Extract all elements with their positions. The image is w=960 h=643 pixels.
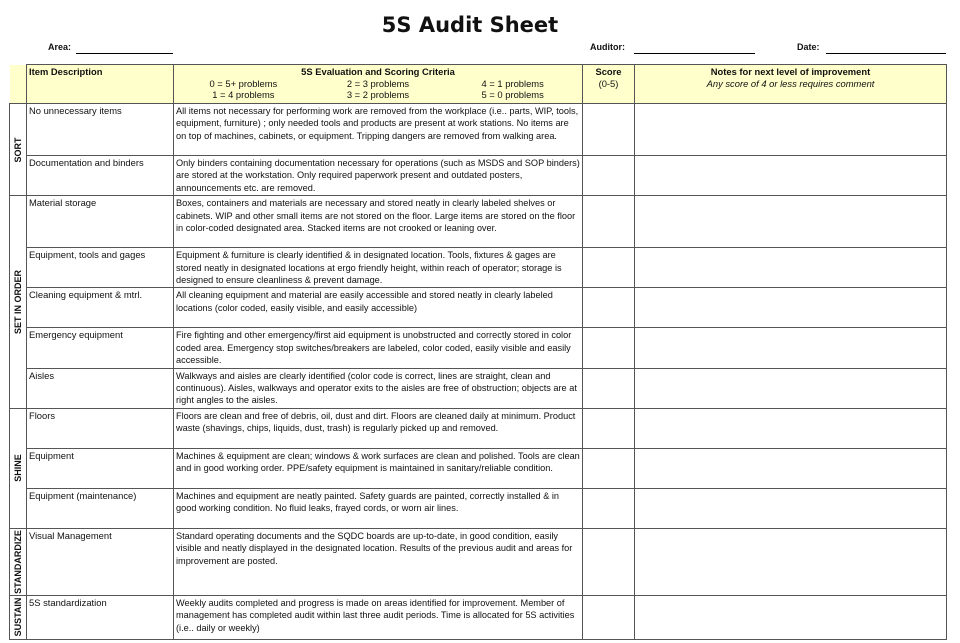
date-label: Date:	[797, 42, 820, 52]
criteria-cell: Floors are clean and free of debris, oil, dust and dirt. Floors are cleaned daily at minimum. Product waste (shavings, chips, liquids, dust, trash) is regularly picked up and removed.	[174, 408, 583, 448]
criteria-item: 2 = 3 problems	[346, 78, 410, 89]
criteria-cell: All cleaning equipment and material are easily accessible and stored neatly in clearly labeled locations (color coded, easily visible, and easily accessible)	[174, 288, 583, 328]
notes-header	[635, 65, 947, 104]
item-cell: Cleaning equipment & mtrl.	[27, 288, 174, 328]
criteria-cell: Walkways and aisles are clearly identified (color code is correct, lines are straight, clean and continuous). Aisles, walkways and operator exits to the aisles are free of obstruction; objects are at right angles to the aisles.	[174, 368, 583, 408]
notes-subtitle: Any score of 4 or less requires comment	[706, 78, 875, 89]
criteria-item: 3 = 2 problems	[346, 89, 410, 100]
criteria-cell: Machines and equipment are neatly painted. Safety guards are painted, correctly installed & in good working condition. No fluid leaks, frayed cords, or worn air lines.	[174, 488, 583, 528]
score-cell[interactable]	[583, 368, 635, 408]
item-cell: Floors	[27, 408, 174, 448]
notes-cell[interactable]	[635, 196, 947, 248]
item-cell: 5S standardization	[27, 595, 174, 639]
criteria-cell: Machines & equipment are clean; windows & work surfaces are clean and polished. Tools are clean and in good working order. PPE/safety equipment is maintained in sanitary/reliable condition.	[174, 448, 583, 488]
page-title: 5S Audit Sheet	[381, 13, 559, 37]
notes-cell[interactable]	[635, 368, 947, 408]
table-row	[10, 196, 947, 248]
score-cell[interactable]	[583, 528, 635, 595]
table-row	[10, 328, 947, 368]
item-cell: Emergency equipment	[27, 328, 174, 368]
criteria-cell: Equipment & furniture is clearly identified & in designated location. Tools, fixtures & gages are stored neatly in designated locations at ergo friendly height, within reach of operator; storage is designed to ensure cleanliness & prevent damage.	[174, 248, 583, 288]
table-header-row	[10, 65, 947, 104]
corner-cell	[10, 65, 27, 104]
notes-cell[interactable]	[635, 488, 947, 528]
item-cell: Equipment, tools and gages	[27, 248, 174, 288]
criteria-item: 5 = 0 problems	[481, 89, 544, 100]
item-description-header: Item Description	[27, 65, 174, 104]
table-row	[10, 488, 947, 528]
criteria-cell: Standard operating documents and the SQDC boards are up-to-date, in good condition, easily visible and neatly displayed in the designated location. Results of the previous audit and areas for improvement are posted.	[174, 528, 583, 595]
criteria-item: 1 = 4 problems	[212, 89, 275, 100]
item-cell: Aisles	[27, 368, 174, 408]
category-sustain	[10, 595, 27, 639]
category-label: SHINE	[13, 454, 23, 483]
category-sort	[10, 104, 27, 196]
auditor-label: Auditor:	[590, 42, 625, 52]
table-row	[10, 528, 947, 595]
criteria-item: 0 = 5+ problems	[209, 78, 278, 89]
criteria-cell: All items not necessary for performing work are removed from the workplace (i.e.. parts, WIP, tools, equipment, furniture) ; only needed tools and products are present at work stations. No items are on top of machines, cabinets, or equipment. Tripping dangers are removed from walking area.	[174, 104, 583, 156]
category-label: STANDARDIZE	[13, 529, 23, 594]
category-label: SET IN ORDER	[13, 270, 23, 335]
score-cell[interactable]	[583, 248, 635, 288]
notes-cell[interactable]	[635, 328, 947, 368]
table-row	[10, 368, 947, 408]
score-cell[interactable]	[583, 595, 635, 639]
score-cell[interactable]	[583, 288, 635, 328]
score-header	[583, 65, 635, 104]
auditor-field[interactable]	[634, 53, 755, 54]
category-standardize	[10, 528, 27, 595]
notes-title: Notes for next level of improvement	[710, 66, 871, 77]
notes-cell[interactable]	[635, 595, 947, 639]
audit-table	[9, 64, 947, 640]
date-field[interactable]	[826, 53, 946, 54]
criteria-grid	[176, 78, 580, 100]
score-cell[interactable]	[583, 196, 635, 248]
table-row	[10, 288, 947, 328]
table-row	[10, 448, 947, 488]
score-cell[interactable]	[583, 156, 635, 196]
notes-cell[interactable]	[635, 528, 947, 595]
category-label: SUSTAIN	[13, 597, 23, 637]
notes-cell[interactable]	[635, 104, 947, 156]
score-cell[interactable]	[583, 328, 635, 368]
table-row	[10, 156, 947, 196]
criteria-title: 5S Evaluation and Scoring Criteria	[301, 66, 455, 77]
score-title: Score	[595, 66, 622, 77]
notes-cell[interactable]	[635, 288, 947, 328]
score-cell[interactable]	[583, 448, 635, 488]
criteria-cell: Weekly audits completed and progress is made on areas identified for improvement. Member of management has completed audit within last three audit periods. Time is allocated for 5S activities (i.e.. daily or weekly)	[174, 595, 583, 639]
table-row	[10, 595, 947, 639]
notes-cell[interactable]	[635, 448, 947, 488]
notes-cell[interactable]	[635, 408, 947, 448]
area-field[interactable]	[76, 53, 173, 54]
score-range: (0-5)	[598, 78, 619, 89]
score-cell[interactable]	[583, 488, 635, 528]
notes-cell[interactable]	[635, 248, 947, 288]
criteria-cell: Fire fighting and other emergency/first aid equipment is unobstructed and correctly stored in color coded area. Emergency stop switches/breakers are labeled, color coded, easily visible and easily accessible.	[174, 328, 583, 368]
area-label: Area:	[48, 42, 72, 52]
score-cell[interactable]	[583, 104, 635, 156]
table-row	[10, 408, 947, 448]
category-shine	[10, 408, 27, 528]
item-cell: Equipment (maintenance)	[27, 488, 174, 528]
category-label: SORT	[13, 137, 23, 163]
item-cell: Visual Management	[27, 528, 174, 595]
criteria-item: 4 = 1 problems	[481, 78, 544, 89]
category-set-in-order	[10, 196, 27, 409]
table-row	[10, 104, 947, 156]
item-cell: Material storage	[27, 196, 174, 248]
score-cell[interactable]	[583, 408, 635, 448]
criteria-header	[174, 65, 583, 104]
item-cell: No unnecessary items	[27, 104, 174, 156]
criteria-cell: Only binders containing documentation necessary for operations (such as MSDS and SOP binders) are stored at the workstation. Only required paperwork present and outdated posters, announcements etc. are removed.	[174, 156, 583, 196]
table-row	[10, 248, 947, 288]
item-cell: Documentation and binders	[27, 156, 174, 196]
item-cell: Equipment	[27, 448, 174, 488]
notes-cell[interactable]	[635, 156, 947, 196]
criteria-cell: Boxes, containers and materials are necessary and stored neatly in clearly labeled shelves or cabinets. WIP and other small items are not stored on the floor. Large items are stored on the floor in color-coded designated area. Stacked items are not crooked or leaning over.	[174, 196, 583, 248]
